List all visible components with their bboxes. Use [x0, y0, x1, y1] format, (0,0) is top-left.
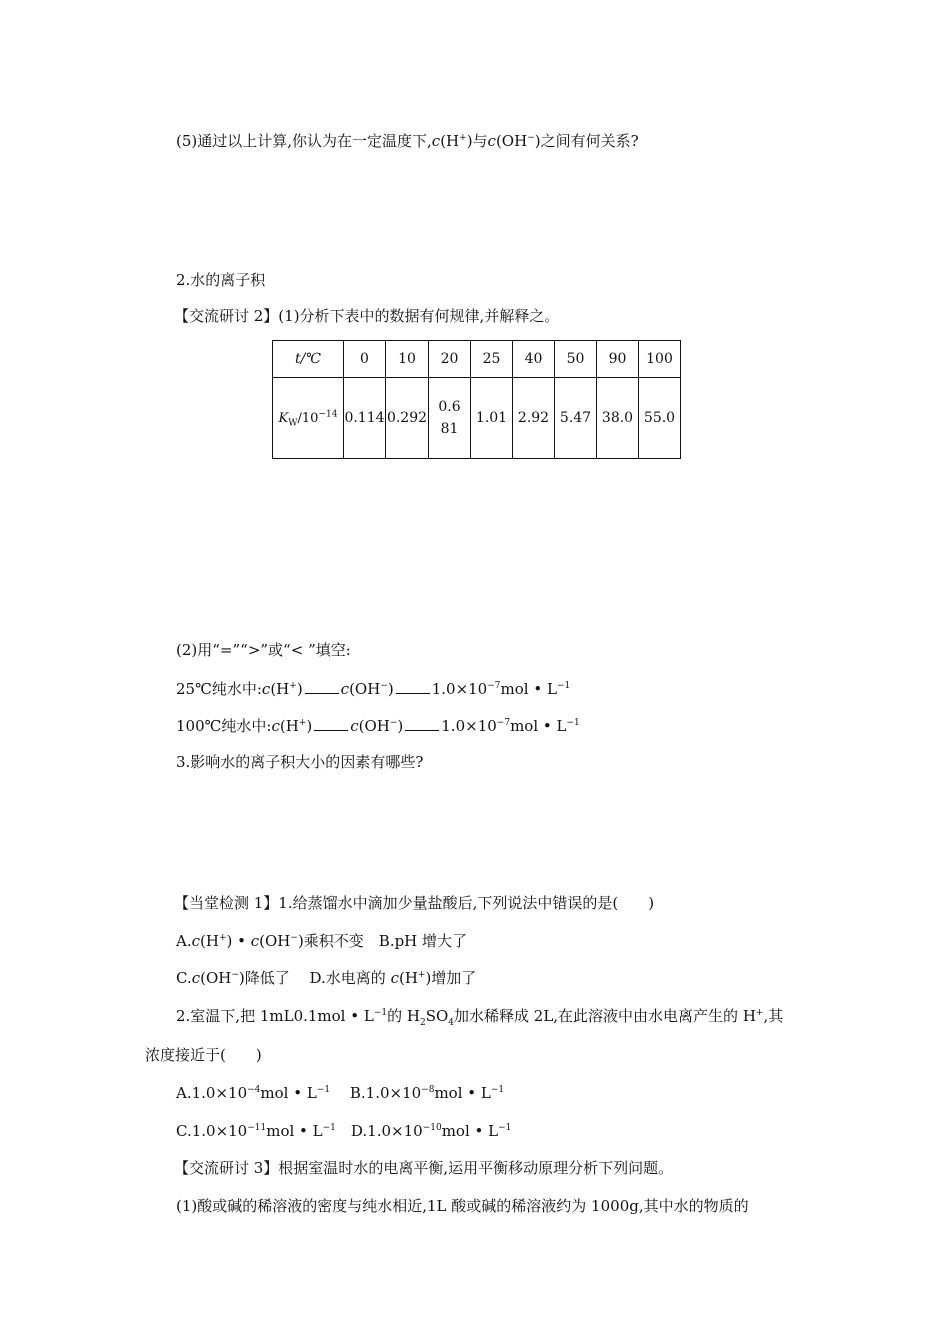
- fill-line-25: 25℃纯水中:c(H+) c(OH−) $1.0\times 10^{-7}mol$ • $L^{-1}$: [176, 680, 571, 698]
- table-cell: 0.292: [386, 378, 429, 459]
- option-ab: A.c(H+) • c(OH−)乘积不变 B.pH 增大了: [176, 932, 468, 950]
- paragraph-line: (1)酸或碱的稀溶液的密度与纯水相近,1L 酸或碱的稀溶液约为 1000g,其中水的物质的: [176, 1197, 749, 1215]
- question-2-fill: (2)用“=”“>”或“< ”填空:: [176, 641, 351, 659]
- question-2-line-2: 浓度接近于( ): [145, 1046, 262, 1064]
- fill-blank[interactable]: [305, 679, 339, 694]
- table-row-kw: [273, 378, 681, 459]
- section-2-title: 2.水的离子积: [176, 271, 266, 289]
- table-row-temp: [273, 341, 681, 378]
- option2-ab: $A.1.0\times 10^{-4}mol$ • $L^{-1}$ $B.1.0\times 10^{-8}mol$ • $L^{-1}$: [176, 1084, 505, 1102]
- table-cell: 25: [471, 341, 513, 378]
- table-header-kw: $K_W/10^{-14}$: [273, 378, 344, 459]
- table-cell: 20: [429, 341, 471, 378]
- table-cell: 0.114: [344, 378, 386, 459]
- table-cell: 0: [344, 341, 386, 378]
- fill-line-100: 100℃纯水中:c(H+) c(OH−) $1.0\times 10^{-7}mol$ • $L^{-1}$: [176, 717, 580, 735]
- question-2-line-1: 2.室温下,把 1mL0.1mol • $L^{-1}$的 $H_2SO_4$加水稀释成 2L,在此溶液中由水电离产生的 H+,其: [176, 1007, 784, 1028]
- section-3: 3.影响水的离子积大小的因素有哪些?: [176, 753, 424, 771]
- table-cell: 2.92: [513, 378, 555, 459]
- table-cell: 50: [555, 341, 597, 378]
- table-cell: 0.681: [429, 378, 471, 459]
- table-cell: 40: [513, 341, 555, 378]
- question-5: (5)通过以上计算,你认为在一定温度下,c(H+)与c(OH−)之间有何关系?: [176, 132, 639, 150]
- table-cell: 1.01: [471, 378, 513, 459]
- table-cell: 55.0: [639, 378, 681, 459]
- discussion-3: 【交流研讨 3】根据室温时水的电离平衡,运用平衡移动原理分析下列问题。: [174, 1159, 674, 1177]
- table-cell: 38.0: [597, 378, 639, 459]
- table-cell: 90: [597, 341, 639, 378]
- discussion-2: 【交流研讨 2】(1)分析下表中的数据有何规律,并解释之。: [174, 307, 560, 325]
- table-cell: 100: [639, 341, 681, 378]
- fill-blank[interactable]: [405, 716, 439, 731]
- kw-table: [272, 340, 681, 459]
- table-header-temp: t/℃: [273, 341, 344, 378]
- option-cd: C.c(OH−)降低了 D.水电离的 c(H+)增加了: [176, 969, 477, 987]
- check-1: 【当堂检测 1】1.给蒸馏水中滴加少量盐酸后,下列说法中错误的是( ): [174, 894, 655, 912]
- fill-blank[interactable]: [314, 716, 348, 731]
- table-cell: 5.47: [555, 378, 597, 459]
- fill-blank[interactable]: [396, 679, 430, 694]
- table-cell: 10: [386, 341, 429, 378]
- option2-cd: $C.1.0\times 10^{-11}mol$ • $L^{-1}$ $D.1.0\times 10^{-10}mol$ • $L^{-1}$: [176, 1122, 512, 1140]
